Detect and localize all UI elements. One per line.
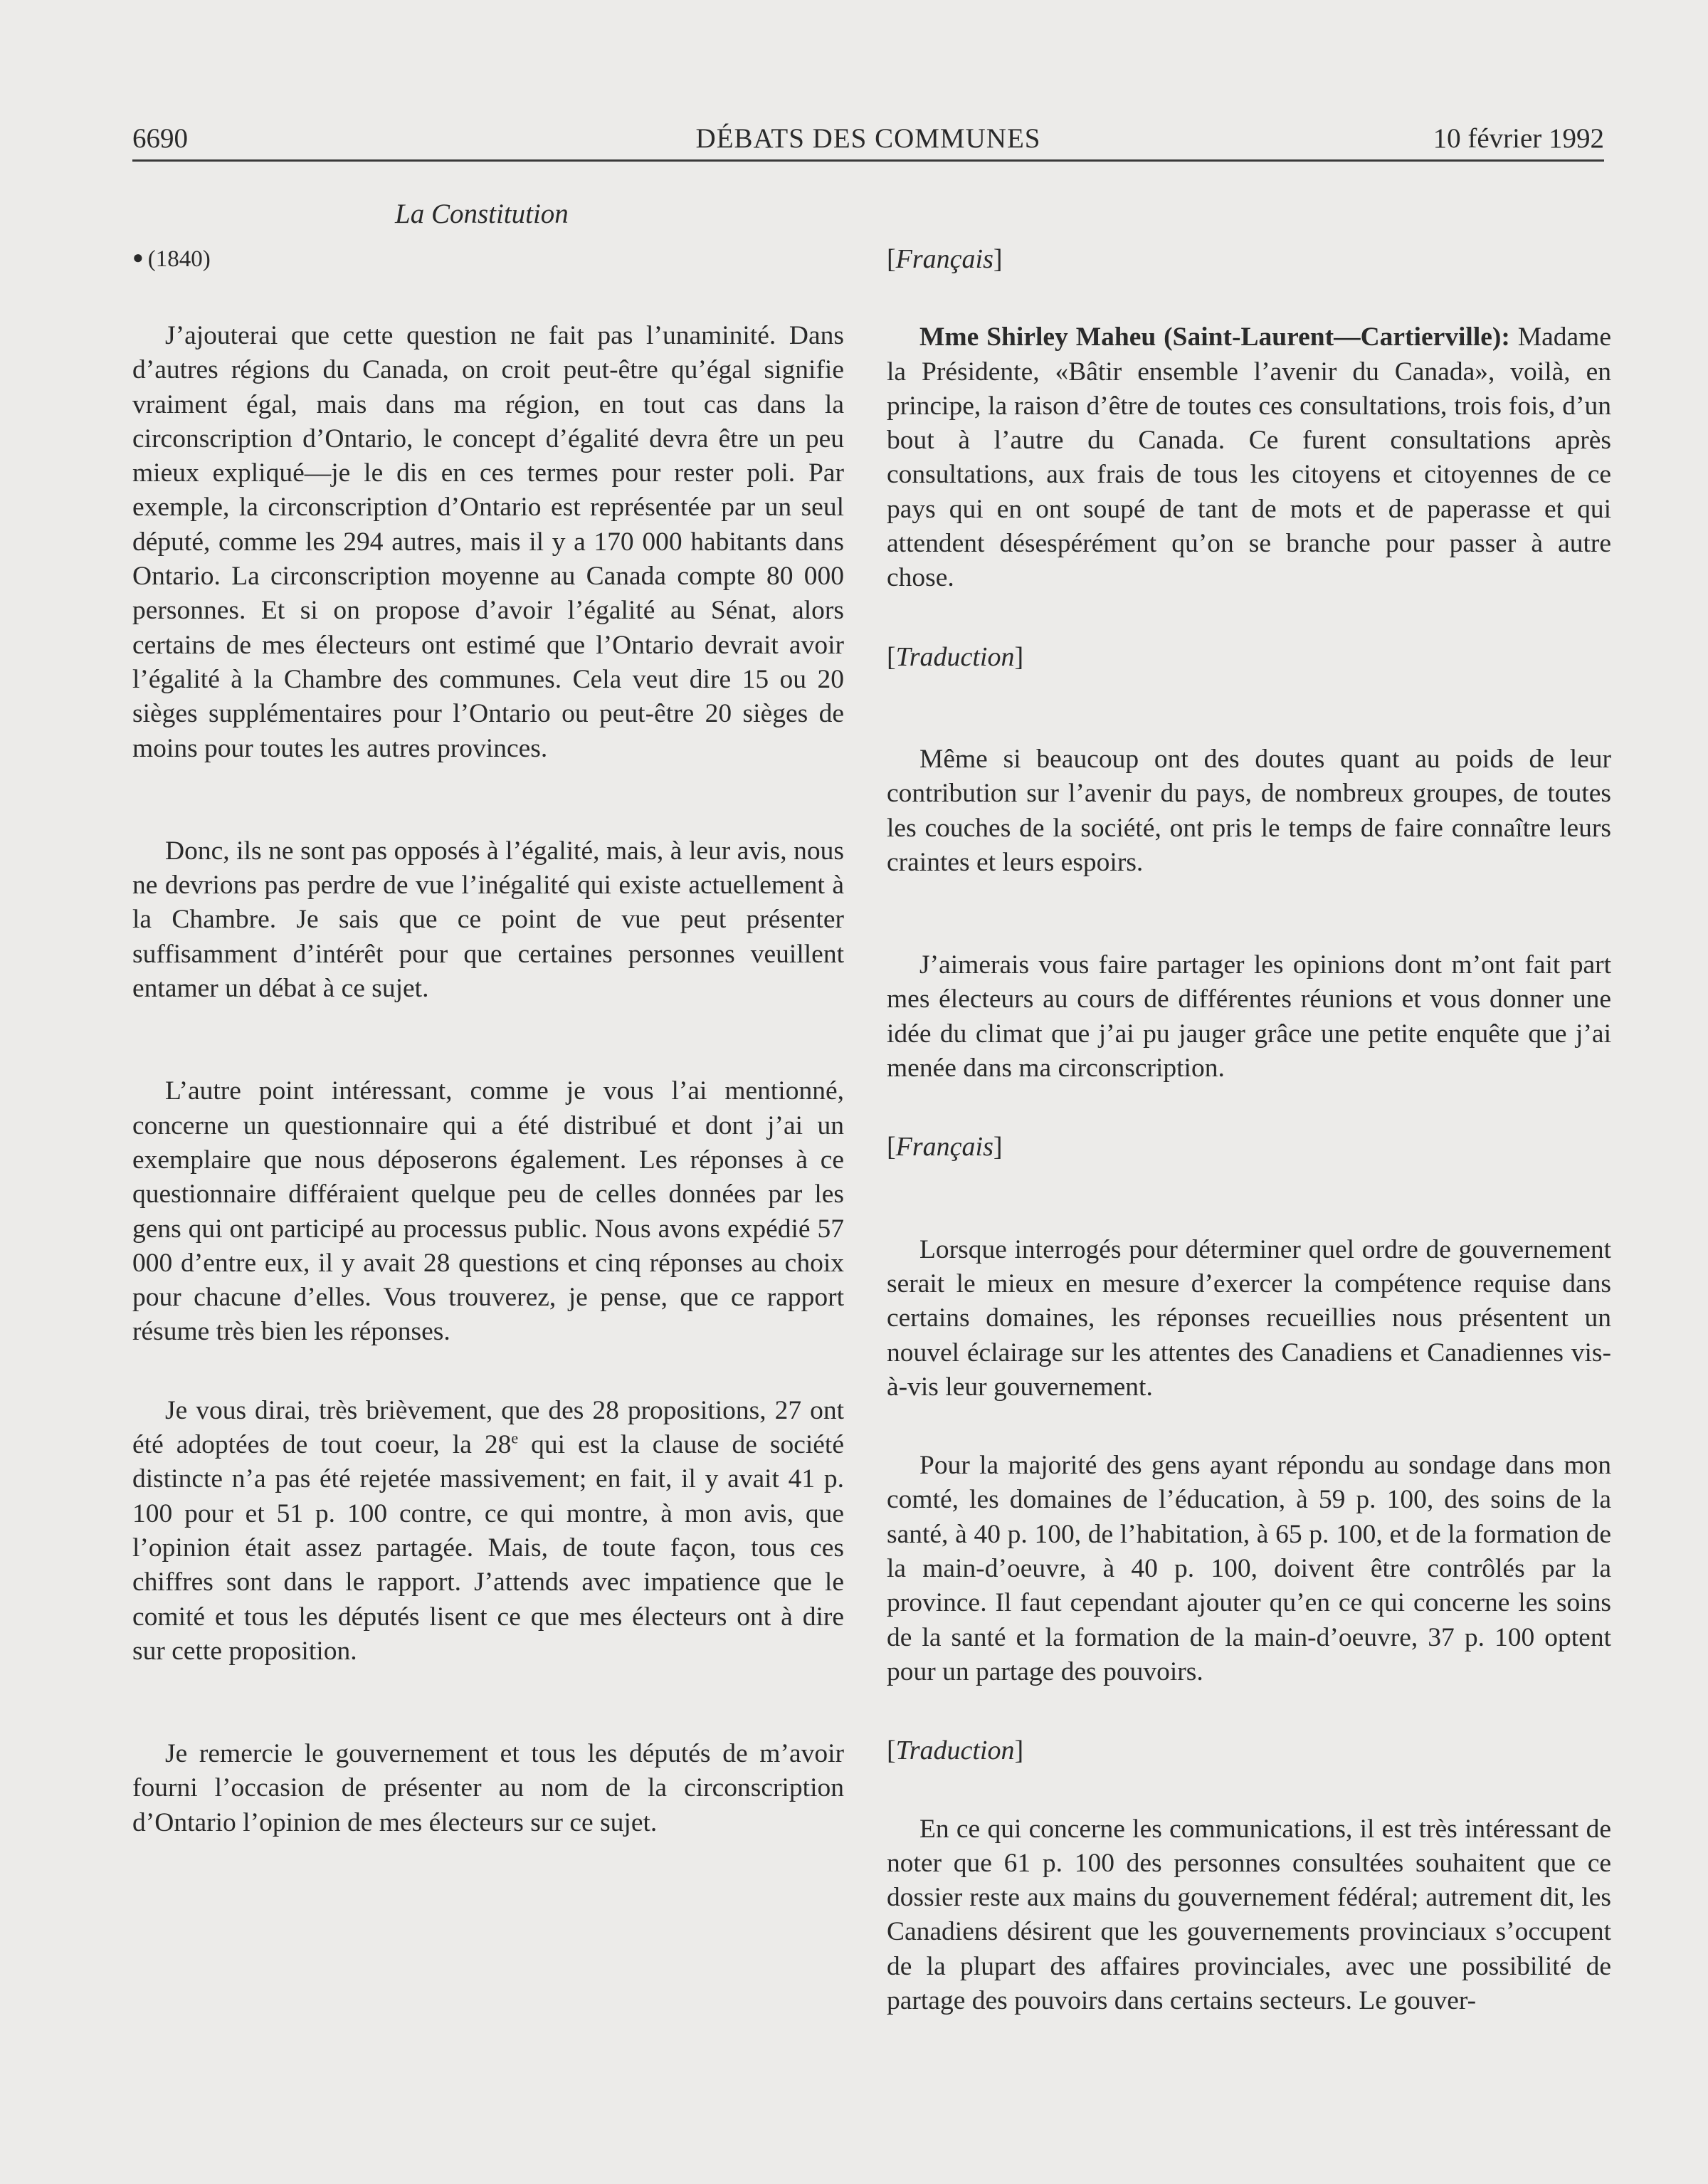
language-tag: [Français] [887,244,1003,274]
paragraph-text: Je vous dirai, très brièvement, que des 28 propositions, 27 ont été adoptées de tout coeur, la 28 [132,1395,844,1460]
language-tag-text: Français [895,1132,993,1162]
language-tag: [Français] [887,1132,1003,1162]
issue-date: 10 février 1992 [1433,123,1604,154]
timestamp [132,242,844,275]
language-tag-text: Français [895,244,993,274]
language-tag: [Traduction] [887,641,1024,672]
bullet-icon: ● [132,247,144,268]
language-tag-text: Traduction [895,641,1015,672]
timestamp-text: (1840) [147,246,211,272]
paragraph: J’ajouterai que cette question ne fait pas l’unaminité. Dans d’autres régions du Canada, on croit peut-être qu’égal signifie vraiment égal, mais dans ma région, en tout cas dans la circonscription d’Ontario, le concept d’égalité devra être un peu mieux expliqué—je le dis en ces termes pour rester poli. Par exemple, la circonscription d’Ontario est représentée par un seul député, comme les 294 autres, mais il y a 170 000 habitants dans Ontario. La circonscription moyenne au Canada compte 80 000 personnes. Et si on propose d’avoir l’égalité au Sénat, alors certains de mes électeurs ont estimé que l’Ontario devrait avoir l’égalité à la Chambre des communes. Cela veut dire 15 ou 20 sièges supplémentaires pour l’Ontario ou peut-être 20 sièges de moins pour toutes les autres provinces. [132,321,844,763]
paragraph-text: Madame la Présidente, «Bâtir ensemble l’avenir du Canada», voilà, en principe, la raison d’être de toutes ces consultations, trois fois, d’un bout à l’autre du Canada. Ce furent consultations après consultations, aux frais de tous les citoyens et citoyennes de ce pays qui en ont soupé de tant de mots et de paperasse et qui attendent désespérément qu’on se branche pour passer à autre chose. [887,322,1611,593]
left-column [132,242,844,1840]
page-header [132,121,1604,161]
paragraph: Même si beaucoup ont des doutes quant au poids de leur contribution sur l’avenir du pays, de nombreux groupes, de toutes les couches de la société, ont pris le temps de faire connaître leurs craintes et leurs espoirs. [887,744,1611,877]
page-number: 6690 [132,123,188,154]
running-title: La Constitution [395,199,569,229]
paragraph: Je remercie le gouvernement et tous les députés de m’avoir fourni l’occasion de présenter au nom de la circonscription d’Ontario l’opinion de mes électeurs sur ce sujet. [132,1739,844,1837]
paragraph [132,1394,844,1669]
paragraph: Lorsque interrogés pour déterminer quel ordre de gouvernement serait le mieux en mesure d’exercer la compétence requise dans certains domaines, les réponses recueillies nous présentent un nouvel éclairage sur les attentes des Canadiens et Canadiennes vis-à-vis leur gouvernement. [887,1234,1611,1402]
speaker-name: Mme Shirley Maheu (Saint-Laurent—Cartierville): [919,322,1510,352]
paragraph: En ce qui concerne les communications, il est très intéressant de noter que 61 p. 100 des personnes consultées souhaitent que ce dossier reste aux mains du gouvernement fédéral; autrement dit, les Canadiens désirent que les gouvernements provinciaux s’occupent de la plupart des affaires provinciales, avec une possibilité de partage des pouvoirs dans certains secteurs. Le gouver- [887,1814,1611,2015]
language-tag-text: Traduction [895,1736,1015,1766]
superscript: e [511,1429,519,1447]
publication-title: DÉBATS DES COMMUNES [695,123,1041,154]
paragraph: J’aimerais vous faire partager les opinions dont m’ont fait part mes électeurs au cours de différentes réunions et vous donner une idée du climat que j’ai pu jauger grâce une petite enquête que j’ai menée dans ma circonscription. [887,950,1611,1083]
paragraph-text: qui est la clause de société distincte n’a pas été rejetée massivement; en fait, il y avait 41 p. 100 pour et 51 p. 100 contre, ce qui montre, à mon avis, que l’opinion était assez partagée. Mais, de toute façon, tous ces chiffres sont dans le rapport. J’attends avec impatience que le comité et tous les députés lisent ce que mes électeurs ont à dire sur cette proposition. [132,1430,844,1666]
paragraph [887,320,1611,595]
header-rule [132,159,1604,162]
right-column [887,242,1611,2018]
paragraph: Pour la majorité des gens ayant répondu au sondage dans mon comté, les domaines de l’éducation, à 59 p. 100, des soins de la santé, à 40 p. 100, de l’habitation, à 65 p. 100, et de la formation de la main-d’oeuvre, à 40 p. 100, doivent être contrôlés par la province. Il faut cependant ajouter qu’en ce qui concerne les soins de la santé et la formation de la main-d’oeuvre, 37 p. 100 optent pour un partage des pouvoirs. [887,1451,1611,1686]
paragraph: Donc, ils ne sont pas opposés à l’égalité, mais, à leur avis, nous ne devrions pas perdre de vue l’inégalité qui existe actuellement à la Chambre. Je sais que ce point de vue peut présenter suffisamment d’intérêt pour que certaines personnes veuillent entamer un débat à ce sujet. [132,836,844,1004]
language-tag: [Traduction] [887,1736,1024,1766]
paragraph: L’autre point intéressant, comme je vous l’ai mentionné, concerne un questionnaire qui a été distribué et dont j’ai un exemplaire que nous déposerons également. Les réponses à ce questionnaire différaient quelque peu de celles données par les gens qui ont participé au processus public. Nous avons expédié 57 000 d’entre eux, il y avait 28 questions et cinq réponses au choix pour chacune d’elles. Vous trouverez, je pense, que ce rapport résume très bien les réponses. [132,1076,844,1347]
